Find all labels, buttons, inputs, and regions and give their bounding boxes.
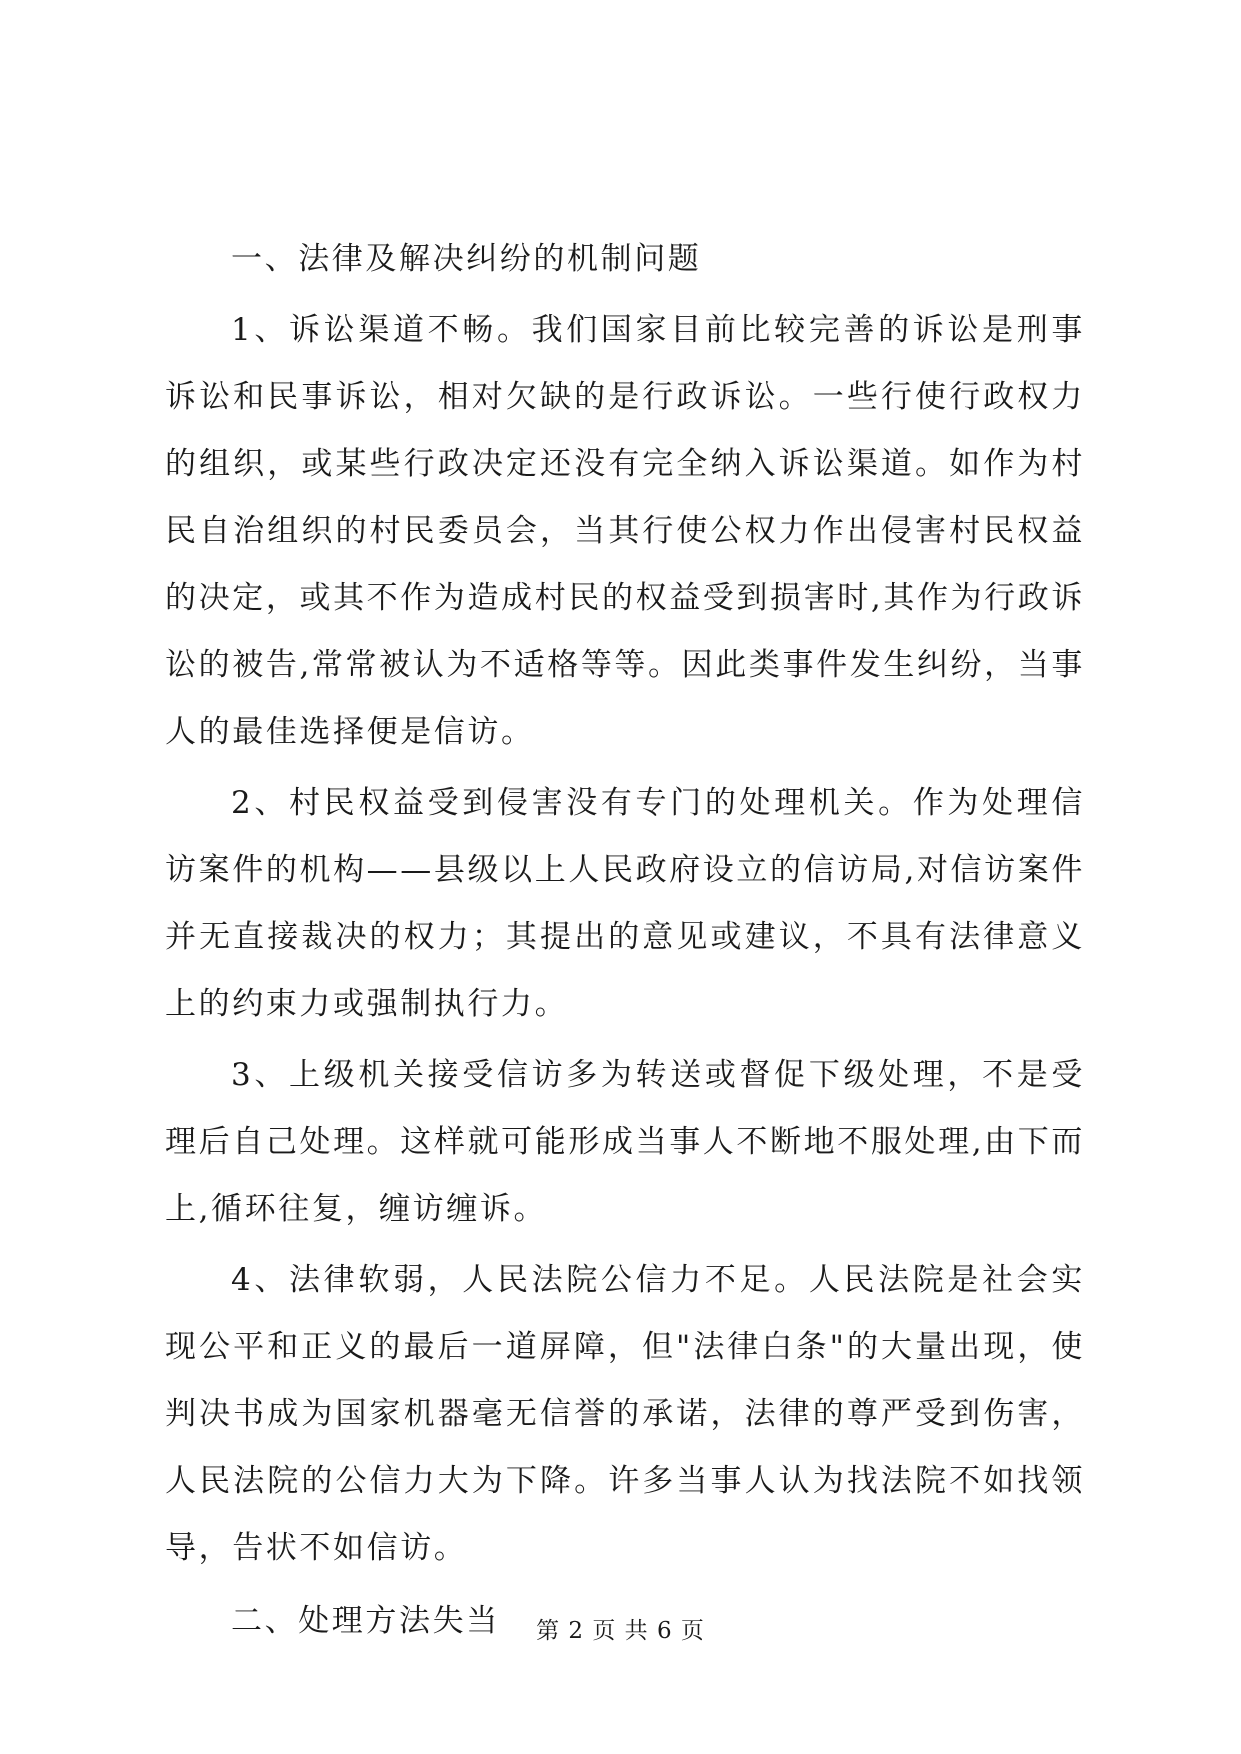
section-heading-2: 二、处理方法失当 bbox=[231, 1603, 500, 1639]
document-body bbox=[165, 226, 1085, 1655]
paragraph-4: 4、法律软弱，人民法院公信力不足。人民法院是社会实现公平和正义的最后一道屏障，但"法律白条"的大量出现，使判决书成为国家机器毫无信誉的承诺，法律的尊严受到伤害，人民法院的公信力大为下降。许多当事人认为找法院不如找领导，告状不如信访。 bbox=[165, 1262, 1085, 1566]
paragraph-3: 3、上级机关接受信访多为转送或督促下级处理，不是受理后自己处理。这样就可能形成当事人不断地不服处理,由下而上,循环往复，缠访缠诉。 bbox=[165, 1057, 1085, 1227]
paragraph-1: 1、诉讼渠道不畅。我们国家目前比较完善的诉讼是刑事诉讼和民事诉讼，相对欠缺的是行政诉讼。一些行使行政权力的组织，或某些行政决定还没有完全纳入诉讼渠道。如作为村民自治组织的村民委员会，当其行使公权力作出侵害村民权益的决定，或其不作为造成村民的权益受到损害时,其作为行政诉讼的被告,常常被认为不适格等等。因此类事件发生纠纷，当事人的最佳选择便是信访。 bbox=[165, 312, 1085, 750]
page-number-footer: 第 2 页 共 6 页 bbox=[536, 1618, 705, 1644]
section-heading-1: 一、法律及解决纠纷的机制问题 bbox=[231, 241, 702, 277]
paragraph-2: 2、村民权益受到侵害没有专门的处理机关。作为处理信访案件的机构——县级以上人民政府设立的信访局,对信访案件并无直接裁决的权力；其提出的意见或建议，不具有法律意义上的约束力或强制执行力。 bbox=[165, 785, 1085, 1022]
